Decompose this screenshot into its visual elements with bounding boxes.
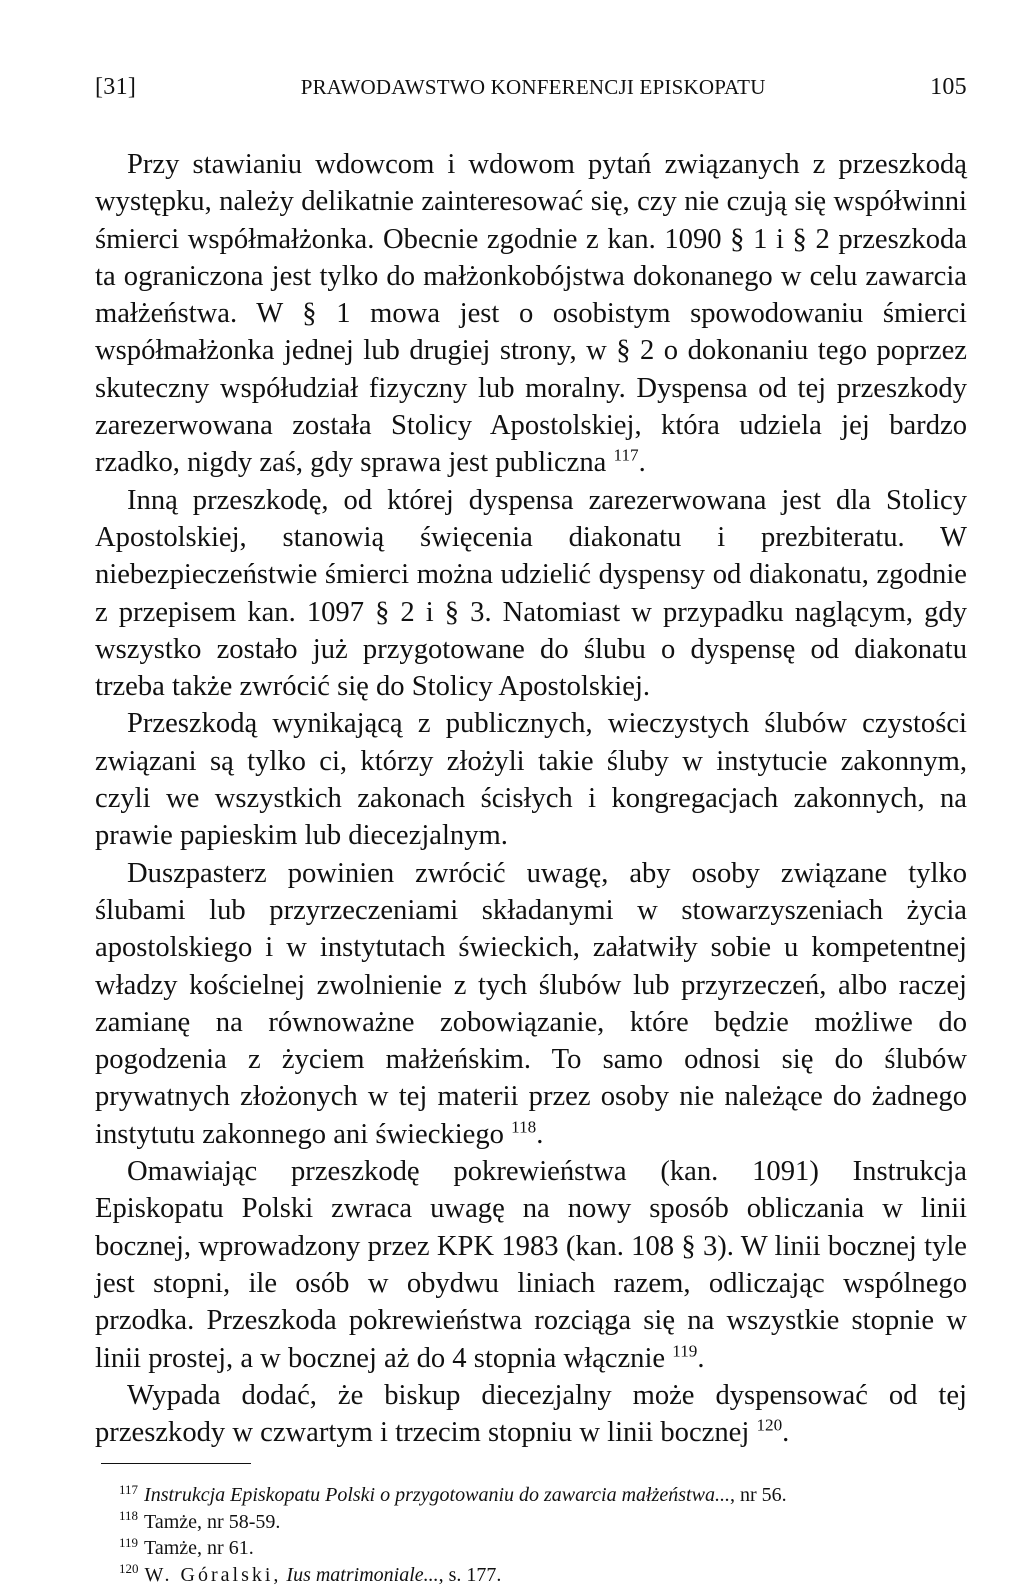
- footnote-author: W. Góralski,: [144, 1563, 282, 1586]
- page-number: 105: [930, 74, 967, 100]
- footnote: [119, 1509, 967, 1536]
- footnote: [119, 1535, 967, 1562]
- footnote-number: 118: [119, 1508, 139, 1524]
- body-text: [95, 146, 967, 1451]
- paragraph-text: Inną przeszkodę, od której dyspensa zarezerwowana jest dla Stolicy Apostolskiej, stanowią święcenia diakonatu i prezbiteratu. W niebezpieczeństwie śmierci można udzielić dyspensy od diakonatu, zgodnie z przepisem kan. 1097 § 2 i § 3. Natomiast w przypadku naglącym, gdy wszystko zostało już przygotowane do ślubu o dyspensę od diakonatu trzeba także zwrócić się do Stolicy Apostolskiej.: [95, 484, 967, 703]
- running-head: [95, 74, 967, 114]
- paragraph-text: Duszpasterz powinien zwrócić uwagę, aby osoby związane tylko ślubami lub przyrzeczeniami składanymi w stowarzyszeniach życia apostolskiego i w instytutach świeckich, załatwiły sobie u kompetentnej władzy kościelnej zwolnienie z tych ślubów lub przyrzeczeń, albo raczej zamianę na równoważne zobowiązanie, które będzie możliwe do pogodzenia z życiem małżeńskim. To samo odnosi się do ślubów prywatnych złożonych w tej materii przez osoby nie należące do żadnego instytutu zakonnego ani świeckiego: [95, 857, 967, 1150]
- footnote-number: 120: [119, 1561, 139, 1577]
- footnote-text: , s. 177.: [438, 1563, 502, 1586]
- book-page: [95, 74, 967, 1588]
- footnote: [119, 1562, 967, 1588]
- paragraph-text: Omawiając przeszkodę pokrewieństwa (kan. 1091) Instrukcja Episkopatu Polski zwraca uwagę na nowy sposób obliczania w linii bocznej, wprowadzony przez KPK 1983 (kan. 108 § 3). W linii bocznej tyle jest stopni, ile osób w obydwu liniach razem, odliczając wspólnego przodka. Przeszkoda pokrewieństwa rozciąga się na wszystkie stopnie w linii prostej, a w bocznej aż do 4 stopnia włącznie: [95, 1156, 967, 1374]
- footnote-ref: 117: [613, 445, 639, 465]
- paragraph: [95, 855, 967, 1153]
- paragraph: [95, 146, 967, 482]
- footnote-text: Tamże, nr 58-59.: [144, 1510, 281, 1533]
- paragraph: [95, 1377, 967, 1452]
- footnote-ref: 118: [511, 1117, 537, 1137]
- footnote-text: Tamże, nr 61.: [144, 1537, 254, 1560]
- running-title: PRAWODAWSTWO KONFERENCJI EPISKOPATU: [300, 75, 766, 99]
- footnote: [119, 1482, 967, 1509]
- section-number: [31]: [95, 74, 137, 100]
- paragraph-text: Przy stawianiu wdowcom i wdowom pytań związanych z przeszkodą występku, należy delikatnie zainteresować się, czy nie czują się współwinni śmierci współmałżonka. Obecnie zgodnie z kan. 1090 § 1 i § 2 przeszkoda ta ograniczona jest tylko do małżonkobójstwa dokonanego w celu zawarcia małżeństwa. W § 1 mowa jest o osobistym spowodowaniu śmierci współmałżonka jednej lub drugiej strony, w § 2 o dokonaniu tego poprzez skuteczny współudział fizyczny lub moralny. Dyspensa od tej przeszkody zarezerwowana została Stolicy Apostolskiej, która udziela jej bardzo rzadko, nigdy zaś, gdy sprawa jest publiczna: [95, 149, 967, 479]
- footnote-italic: Instrukcja Episkopatu Polski o przygotowaniu do zawarcia małżeństwa...: [144, 1484, 730, 1507]
- footnote-ref: 120: [756, 1415, 783, 1435]
- paragraph-tail: .: [697, 1342, 705, 1374]
- footnote-ref: 119: [672, 1340, 698, 1360]
- paragraph-tail: .: [782, 1417, 790, 1449]
- footnote-text: , nr 56.: [729, 1484, 787, 1507]
- footnote-number: 117: [119, 1481, 139, 1497]
- paragraph-text: Wypada dodać, że biskup diecezjalny może dyspensować od tej przeszkody w czwartym i trzecim stopniu w linii bocznej: [95, 1379, 967, 1449]
- paragraph: [95, 482, 967, 706]
- paragraph: [95, 1153, 967, 1377]
- footnote-italic: Ius matrimoniale...: [286, 1563, 439, 1586]
- footnote-divider: [101, 1463, 251, 1464]
- footnotes: [119, 1482, 967, 1588]
- paragraph-tail: .: [638, 447, 646, 479]
- paragraph: [95, 705, 967, 854]
- footnote-number: 119: [119, 1534, 139, 1550]
- paragraph-text: Przeszkodą wynikającą z publicznych, wieczystych ślubów czystości związani są tylko ci, którzy złożyli takie śluby w instytucie zakonnym, czyli we wszystkich zakonach ścisłych i kongregacjach zakonnych, na prawie papieskim lub diecezjalnym.: [95, 708, 967, 852]
- paragraph-tail: .: [536, 1118, 544, 1150]
